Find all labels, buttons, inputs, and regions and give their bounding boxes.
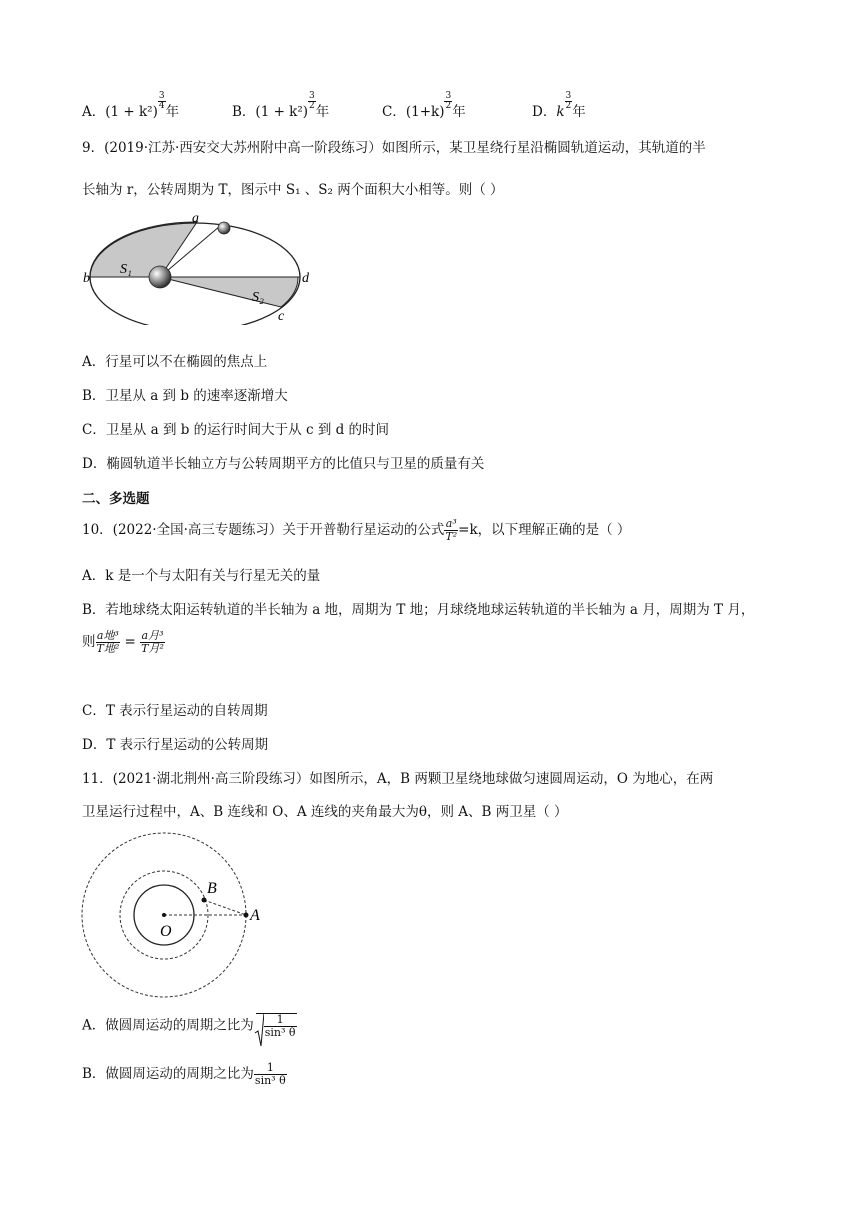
q8-option-b: B．(1 + k²) $\frac{3}{2}$ 年	[232, 91, 330, 120]
q10-option-d: D．T 表示行星运动的公转周期	[82, 737, 269, 753]
q8-option-d: D．k $\frac{3}{2}$ 年	[532, 91, 586, 120]
label-b: b	[83, 271, 90, 286]
label-s1: S₁	[120, 262, 132, 277]
label-a: A	[250, 907, 260, 924]
satellite	[218, 222, 230, 234]
satellite-a	[244, 913, 249, 918]
q9-stem-line1: 9．(2019·江苏·西安交大苏州附中高一阶段练习）如图所示，某卫星绕行星沿椭圆轨道运动，其轨道的半	[82, 140, 706, 156]
q8-option-c: C．(1+k) $\frac{3}{2}$ 年	[382, 91, 466, 120]
area-s2	[160, 277, 298, 307]
q9-option-c: C．卫星从 a 到 b 的运行时间大于从 c 到 d 的时间	[82, 422, 390, 438]
satellite-b	[202, 898, 207, 903]
q11-option-a: A．做圆周运动的周期之比为 $\frac{1}{\text{sin³ θ}}$	[82, 1013, 297, 1039]
q9-ellipse-figure	[80, 210, 320, 325]
label-c: c	[278, 309, 285, 324]
label-s2: S₂	[252, 290, 264, 305]
q10-option-b-line2: 则 $\frac{\text{a地³}}{\text{T地²}}$ = $\frac{\text{a月³}}{\text{T月²}}$	[82, 629, 164, 655]
planet	[149, 266, 171, 288]
q10-option-a: A．k 是一个与太阳有关与行星无关的量	[82, 568, 321, 584]
q9-option-b: B．卫星从 a 到 b 的速率逐渐增大	[82, 388, 288, 404]
label-b: B	[207, 880, 217, 897]
q10-stem: 10．(2022·全国·高三专题练习）关于开普勒行星运动的公式 $\frac{\text{a³}}{\text{T²}}$ =k，以下理解正确的是（ ）	[82, 517, 631, 543]
q11-stem-line2: 卫星运行过程中，A、B 连线和 O、A 连线的夹角最大为θ，则 A、B 两卫星（ ）	[82, 804, 568, 820]
q11-stem-line1: 11．(2021·湖北荆州·高三阶段练习）如图所示，A，B 两颗卫星绕地球做匀速圆周运动，O 为地心，在两	[82, 771, 714, 787]
q8-option-a: A．(1 + k²) $\frac{3}{4}$ 年	[82, 91, 180, 120]
label-o: O	[160, 923, 172, 940]
q10-option-c: C．T 表示行星运动的自转周期	[82, 703, 268, 719]
q9-option-d: D．椭圆轨道半长轴立方与公转周期平方的比值只与卫星的质量有关	[82, 456, 485, 472]
q9-option-a: A．行星可以不在椭圆的焦点上	[82, 354, 268, 370]
q11-orbit-figure	[80, 830, 280, 1000]
q11-option-b: B．做圆周运动的周期之比为 $\frac{1}{\text{sin³ θ}}$	[82, 1061, 286, 1087]
center-dot	[162, 913, 166, 917]
line-ob-ab	[204, 900, 246, 915]
q9-stem-line2: 长轴为 r，公转周期为 T，图示中 S₁ 、S₂ 两个面积大小相等。则（ ）	[82, 182, 504, 198]
label-d: d	[302, 271, 309, 286]
label-a: a	[192, 211, 199, 226]
section-title: 二、多选题	[82, 491, 150, 507]
q10-option-b-line1: B．若地球绕太阳运转轨道的半长轴为 a 地，周期为 T 地；月球绕地球运转轨道的半长轴为 a 月，周期为 T 月，	[82, 602, 755, 618]
